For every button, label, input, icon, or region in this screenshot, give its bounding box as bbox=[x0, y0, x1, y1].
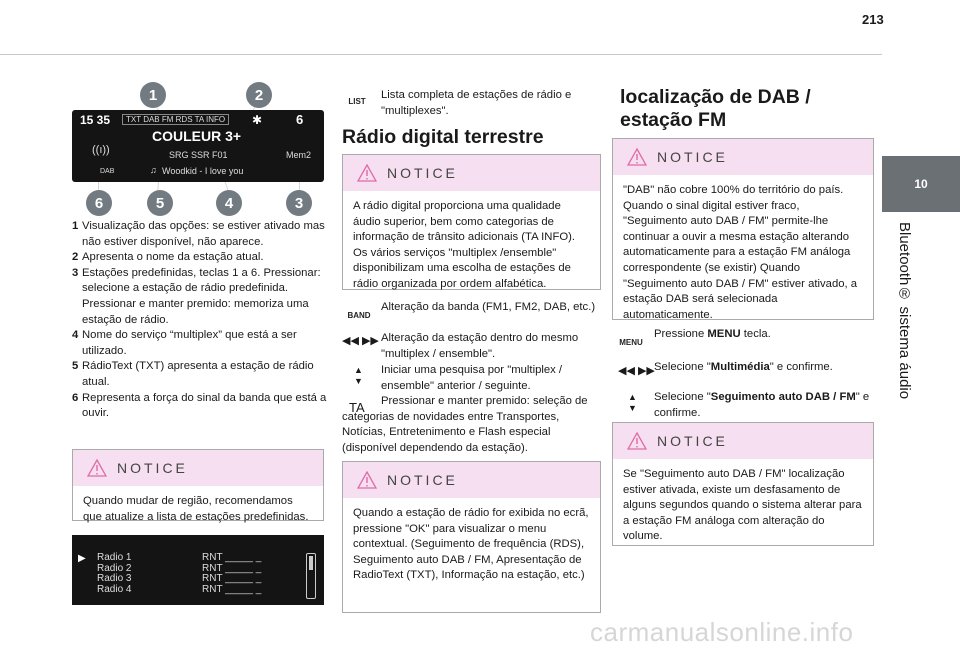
left-right-arrows-icon: ◀◀ ▶▶ bbox=[618, 365, 655, 377]
arrows-text: Alteração da estação dentro do mesmo "multiplex / ensemble". bbox=[381, 332, 579, 360]
list-item: Radio 3 bbox=[97, 573, 132, 584]
ta-icon: TA bbox=[349, 400, 365, 415]
antenna-icon: ((ı)) bbox=[92, 144, 110, 156]
list-item: Radio 2 bbox=[97, 562, 132, 574]
list-text: Lista completa de estações de rádio e "multiplexes". bbox=[381, 89, 572, 117]
callout-5: 5 bbox=[147, 190, 173, 216]
clock: 15 35 bbox=[80, 113, 111, 127]
menu-icon: MENU bbox=[619, 338, 643, 347]
callout-4: 4 bbox=[216, 190, 242, 216]
watermark: carmanualsonline.info bbox=[590, 617, 854, 647]
station-name: COULEUR 3+ bbox=[152, 128, 242, 144]
callout-2: 2 bbox=[246, 82, 272, 108]
callout-3: 3 bbox=[286, 190, 312, 216]
list-value: RNT _____ _ bbox=[202, 583, 262, 595]
notice-box bbox=[342, 154, 601, 290]
notice-title: NOTICE bbox=[387, 472, 458, 488]
list-item: 6 Representa a força do sinal da banda que está a ouvir. bbox=[72, 391, 327, 420]
page-number: 213 bbox=[862, 12, 884, 27]
list-value: RNT _____ _ bbox=[202, 562, 262, 574]
notice-title: NOTICE bbox=[117, 460, 188, 476]
header-divider bbox=[0, 54, 882, 55]
notice-box bbox=[342, 461, 601, 613]
notice-body: A rádio digital proporciona uma qualidade áudio superior, bem como categorias de informação de trânsito adicionais (TA INFO). Os vários serviços "multiplex /ensemble" disponibilizam uma escolha de estações de rádio organizada por ordem alfabética. bbox=[353, 200, 576, 290]
warning-icon bbox=[627, 432, 647, 450]
scrollbar[interactable] bbox=[306, 553, 316, 599]
play-icon: ▶ bbox=[78, 553, 86, 564]
notice-box bbox=[612, 138, 874, 320]
list-item: 5 RádioText (TXT) apresenta a estação de rádio atual. bbox=[72, 360, 314, 388]
list-item: 1 Visualização das opções: se estiver ativado mas não estiver disponível, não aparece. bbox=[72, 220, 325, 248]
radiotext: Woodkid - I love you bbox=[162, 166, 244, 176]
band-text: Alteração da banda (FM1, FM2, DAB, etc.) bbox=[381, 301, 596, 313]
notice-title: NOTICE bbox=[657, 149, 728, 165]
select-multimedia-text: Selecione "Multimédia" e confirme. bbox=[654, 361, 833, 373]
chapter-title: Bluetooth® sistema áudio bbox=[896, 222, 913, 400]
list-icon: LIST bbox=[348, 97, 366, 106]
notice-body: Se "Seguimento auto DAB / FM" localização estiver ativada, existe um desfasamento de alguns segundos quando o sistema alterar para a estação FM análoga com alteração do volume. bbox=[623, 468, 862, 543]
callout-1: 1 bbox=[140, 82, 166, 108]
updown-text: Iniciar uma pesquisa por "multiplex / ensemble" anterior / seguinte. bbox=[381, 364, 563, 392]
warning-icon bbox=[627, 148, 647, 166]
select-dab-fm-text: Selecione "Seguimento auto DAB / FM" e confirme. bbox=[654, 391, 870, 419]
list-item: Radio 4 bbox=[97, 583, 132, 595]
callout-6: 6 bbox=[86, 190, 112, 216]
list-item: Radio 1 bbox=[97, 552, 132, 563]
preset-label: Mem2 bbox=[286, 150, 312, 160]
notice-body: "DAB" não cobre 100% do território do país. Quando o sinal digital estiver fraco, "Seguimento auto DAB / FM" permite-lhe continuar a ouvir a mesma estação alterando automaticamente para a estação FM análoga correspondente (se existir) Quando "Seguimento auto DAB / FM" estiver ativado, a estação DAB será selecionada automaticamente. bbox=[623, 184, 858, 321]
list-item: 2 Apresenta o nome da estação atual. bbox=[72, 251, 264, 264]
multiplex-name: SRG SSR F01 bbox=[169, 150, 228, 160]
notice-box bbox=[612, 422, 874, 546]
notice-title: NOTICE bbox=[387, 165, 458, 181]
preset-list-display bbox=[72, 535, 324, 605]
heading-line-1: localização de DAB / bbox=[620, 86, 811, 108]
menu-text: Pressione MENU tecla. bbox=[654, 328, 771, 340]
list-value: RNT _____ _ bbox=[202, 552, 262, 563]
chapter-tab[interactable]: 10 bbox=[882, 156, 960, 212]
warning-icon bbox=[357, 471, 377, 489]
list-value: RNT _____ _ bbox=[202, 573, 262, 584]
notice-title: NOTICE bbox=[657, 433, 728, 449]
notice-box bbox=[72, 449, 324, 521]
signal-strength: 6 bbox=[296, 112, 304, 127]
radio-display bbox=[72, 110, 324, 182]
options-tags: TXT DAB FM RDS TA INFO bbox=[122, 114, 229, 125]
section-heading: Rádio digital terrestre bbox=[342, 126, 544, 148]
list-item: 3 Estações predefinidas, teclas 1 a 6. Pressionar: selecione a estação de rádio predefinida. Pressionar e manter premido: memoriza uma estação de rádio. bbox=[72, 266, 321, 326]
up-down-arrows-icon: ▲ ▼ bbox=[628, 392, 637, 413]
notice-body: Quando mudar de região, recomendamos que atualize a lista de estações predefinidas. bbox=[83, 495, 309, 523]
warning-icon bbox=[87, 459, 107, 477]
section-heading bbox=[620, 86, 880, 132]
warning-icon bbox=[357, 164, 377, 182]
notice-body: Quando a estação de rádio for exibida no ecrã, pressione "OK" para visualizar o menu contextual. (Seguimento de frequência (RDS), Seguimento auto DAB / FM, Apresentação de RadioText (TXT), Informação na estação, etc.) bbox=[353, 507, 589, 582]
ta-text: Pressionar e manter premido: seleção de categorias de novidades entre Transportes, Notícias, Entretenimento e Flash especial (disponível dependendo da estação). bbox=[342, 395, 588, 454]
bluetooth-icon: ✱ bbox=[252, 113, 263, 127]
band-icon: BAND bbox=[347, 311, 371, 320]
note-icon: ♫ bbox=[150, 165, 157, 175]
up-down-arrows-icon: ▲ ▼ bbox=[354, 365, 363, 386]
legend-list bbox=[72, 219, 328, 422]
left-right-arrows-icon: ◀◀ ▶▶ bbox=[342, 335, 379, 347]
heading-line-2: estação FM bbox=[620, 109, 727, 131]
list-item: 4 Nome do serviço “multiplex” que está a ser utilizado. bbox=[72, 329, 297, 357]
dab-label: DAB bbox=[100, 168, 115, 175]
